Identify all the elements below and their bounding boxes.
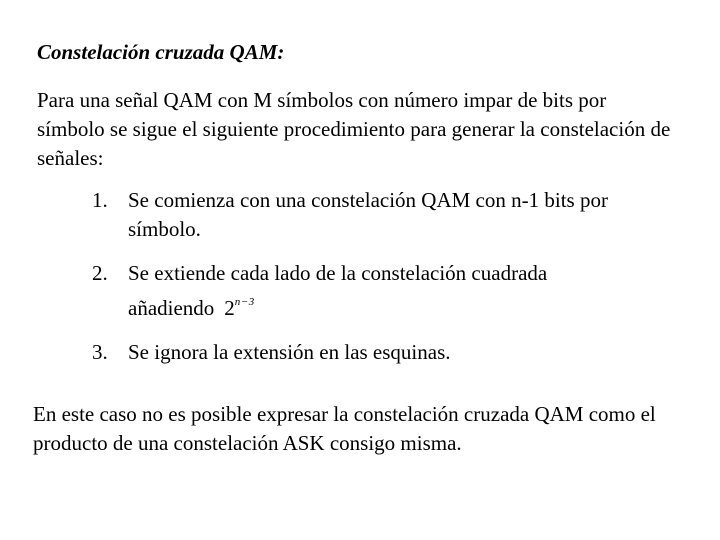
power-formula <box>224 296 254 320</box>
step-text: Se extiende cada lado de la constelación cuadrada añadiendo <box>128 261 548 320</box>
step-number: 3. <box>92 340 108 364</box>
formula-base: 2 <box>224 296 235 320</box>
step-text: Se ignora la extensión en las esquinas. <box>128 340 451 364</box>
list-item <box>92 338 672 367</box>
list-item <box>92 259 672 323</box>
step-text-with-formula <box>128 259 672 323</box>
closing-paragraph: En este caso no es posible expresar la constelación cruzada QAM como el producto de una constelación ASK consigo misma. <box>33 402 656 455</box>
step-number: 2. <box>92 261 108 285</box>
step-number: 1. <box>92 188 108 212</box>
step-text: Se comienza con una constelación QAM con n-1 bits por símbolo. <box>128 188 608 241</box>
intro-paragraph: Para una señal QAM con M símbolos con número impar de bits por símbolo se sigue el siguiente procedimiento para generar la constelación de señales: <box>37 88 671 170</box>
list-item <box>92 186 672 244</box>
steps-list <box>92 186 672 382</box>
formula-exponent: n−3 <box>234 296 255 308</box>
slide-title: Constelación cruzada QAM: <box>37 40 285 64</box>
